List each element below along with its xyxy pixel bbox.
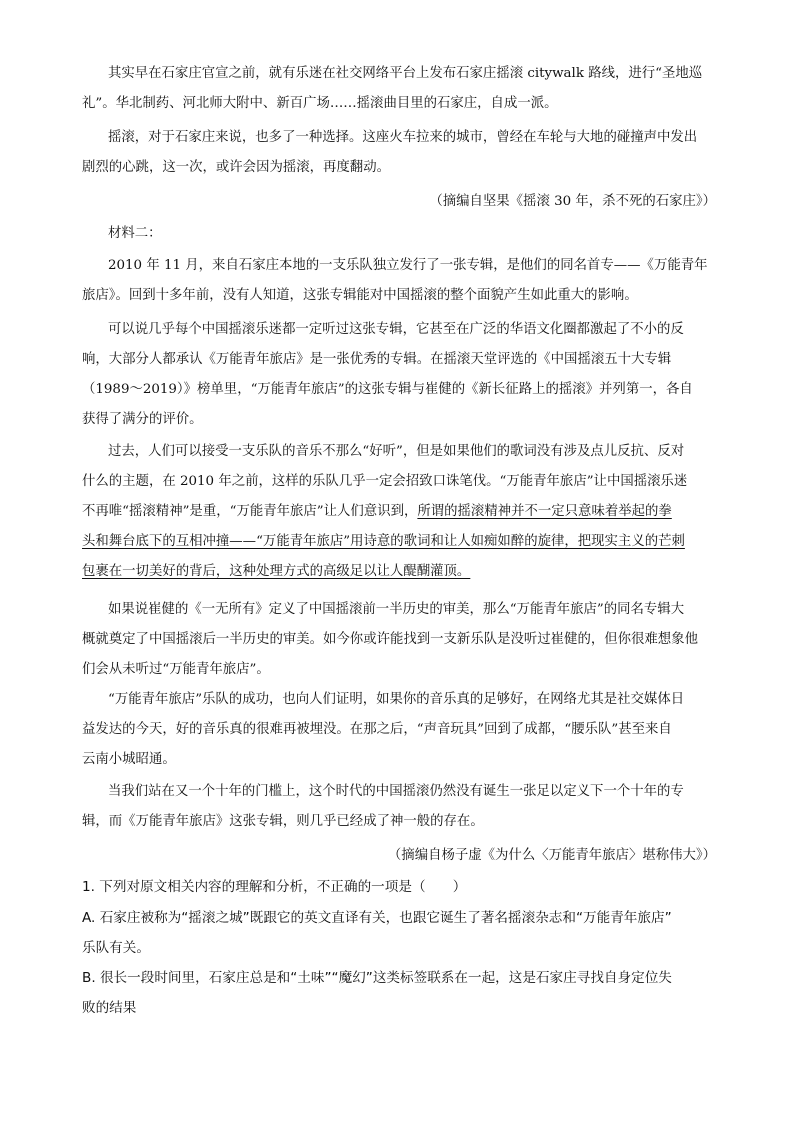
- text-line: （1989～2019）》榜单里，“万能青年旅店”的这张专辑与崔健的《新长征路上的摇滚》并列第一，各自: [82, 382, 693, 397]
- option-a-line: A. 石家庄被称为“摇滚之城”既跟它的英文直译有关，也跟它诞生了著名摇滚杂志和“万能青年旅店”: [82, 910, 672, 926]
- source-citation-2: （摘编自杨子虚《为什么〈万能青年旅店〉堪称伟大》）: [387, 848, 716, 863]
- heading-text: 材料二：: [108, 226, 162, 241]
- text-line: 2010 年 11 月，来自石家庄本地的一支乐队独立发行了一张专辑，是他们的同名首专——《万能青年: [108, 258, 708, 273]
- option-b-line: B. 很长一段时间里，石家庄总是和“土味”“魔幻”这类标签联系在一起，这是石家庄寻找自身定位失: [82, 970, 672, 986]
- text-line: 礼”。华北制药、河北师大附中、新百广场……摇滚曲目里的石家庄，自成一派。: [82, 96, 558, 111]
- text-line: 剧烈的心跳，这一次，或许会因为摇滚，再度翻动。: [82, 160, 390, 175]
- question-stem: 1. 下列对原文相关内容的理解和分析，不正确的一项是（ ）: [82, 879, 467, 895]
- source-citation-1: （摘编自坚果《摇滚 30 年，杀不死的石家庄》）: [429, 194, 716, 209]
- text-line: 获得了满分的评价。: [82, 412, 203, 427]
- text-line: 云南小城昭通。: [82, 752, 176, 767]
- underlined-text: 包裹在一切美好的背后，这种处理方式的高级足以让人醍醐灌顶。: [82, 564, 471, 579]
- underlined-text: 头和舞台底下的互相冲撞——“万能青年旅店”用诗意的歌词和让人如痴如醉的旋律，把现实主义的芒刺: [82, 534, 685, 549]
- text-line: 们会从未听过“万能青年旅店”。: [82, 662, 270, 677]
- text-line: 摇滚，对于石家庄来说，也多了一种选择。这座火车拉来的城市，曾经在车轮与大地的碰撞声中发出: [108, 130, 698, 145]
- underlined-text: 所谓的摇滚精神并不一定只意味着举起的拳: [417, 504, 672, 519]
- option-a-line: 乐队有关。: [82, 940, 150, 956]
- text-line: 什么的主题，在 2010 年之前，这样的乐队几乎一定会招致口诛笔伐。“万能青年旅店”让中国摇滚乐迷: [82, 474, 688, 489]
- text-line: 可以说几乎每个中国摇滚乐迷都一定听过这张专辑，它甚至在广泛的华语文化圈都激起了不小的反: [108, 322, 684, 337]
- text-line: 辑，而《万能青年旅店》这张专辑，则几乎已经成了神一般的存在。: [82, 814, 484, 829]
- text-line: 旅店》。回到十多年前，没有人知道，这张专辑能对中国摇滚的整个面貌产生如此重大的影响。: [82, 288, 638, 303]
- text-line: 益发达的今天，好的音乐真的很难再被埋没。在那之后，“声音玩具”回到了成都，“腰乐队”甚至来自: [82, 722, 672, 737]
- text-line: 响，大部分人都承认《万能青年旅店》是一张优秀的专辑。在摇滚天堂评选的《中国摇滚五十大专辑: [82, 352, 672, 367]
- text-line: “万能青年旅店”乐队的成功，也向人们证明，如果你的音乐真的足够好，在网络尤其是社交媒体日: [108, 692, 685, 707]
- option-b-line: 败的结果: [82, 1000, 137, 1016]
- text-segment: 不再唯“摇滚精神”是重，“万能青年旅店”让人们意识到，: [82, 504, 418, 519]
- text-line: 如果说崔健的《一无所有》定义了中国摇滚前一半历史的审美，那么“万能青年旅店”的同名专辑大: [108, 602, 685, 617]
- text-line: 其实早在石家庄官宣之前，就有乐迷在社交网络平台上发布石家庄摇滚 citywalk 路线，进行“圣地巡: [108, 66, 703, 81]
- text-line: 概就奠定了中国摇滚后一半历史的审美。如今你或许能找到一支新乐队是没听过崔健的，但你很难想象他: [82, 632, 698, 647]
- text-line: 过去，人们可以接受一支乐队的音乐不那么“好听”，但是如果他们的歌词没有涉及点儿反抗、反对: [108, 444, 685, 459]
- text-line: [82, 502, 672, 522]
- text-line: 当我们站在又一个十年的门槛上，这个时代的中国摇滚仍然没有诞生一张足以定义下一个十年的专: [108, 784, 684, 799]
